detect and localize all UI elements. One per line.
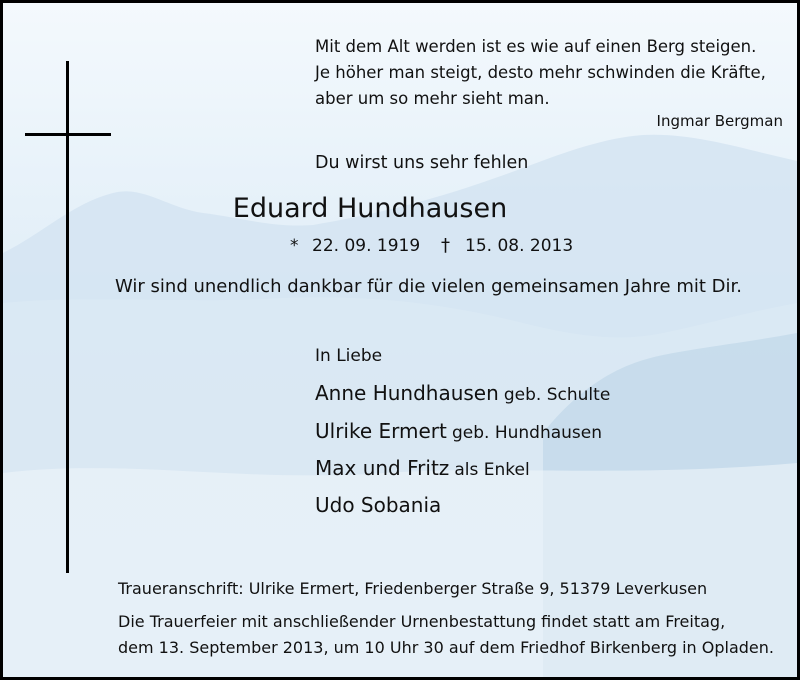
mourner-suffix: geb. Schulte <box>503 385 611 405</box>
mourner-name: Ulrike Ermert <box>315 419 447 443</box>
cross-vertical-bar <box>66 61 69 573</box>
quote-line-1: Mit dem Alt werden ist es wie auf einen Berg steigen. <box>315 37 757 56</box>
mourner-name: Anne Hundhausen <box>315 381 499 405</box>
mourner-3 <box>315 456 530 480</box>
birth-date: 22. 09. 1919 <box>312 236 421 256</box>
mourner-4 <box>315 493 441 517</box>
gratitude-line: Wir sind unendlich dankbar für die vielen gemeinsamen Jahre mit Dir. <box>115 276 742 297</box>
deceased-name: Eduard Hundhausen <box>232 193 508 224</box>
mourner-name: Max und Fritz <box>315 456 450 480</box>
intro-line: Du wirst uns sehr fehlen <box>315 153 529 173</box>
quote-line-3: aber um so mehr sieht man. <box>315 89 550 108</box>
ceremony-line-1: Die Trauerfeier mit anschließender Urnenbestattung findet statt am Freitag, <box>118 612 726 631</box>
mourner-2 <box>315 419 602 443</box>
birth-symbol: * <box>290 236 299 256</box>
mourner-suffix: geb. Hundhausen <box>451 423 602 443</box>
death-date: 15. 08. 2013 <box>465 236 574 256</box>
mourner-name: Udo Sobania <box>315 493 442 517</box>
in-love-label: In Liebe <box>315 346 383 366</box>
quote-author: Ingmar Bergman <box>656 112 783 130</box>
cross-horizontal-bar <box>25 133 111 136</box>
ceremony-line-2: dem 13. September 2013, um 10 Uhr 30 auf dem Friedhof Birkenberg in Opladen. <box>118 638 774 657</box>
mourning-address: Traueranschrift: Ulrike Ermert, Friedenberger Straße 9, 51379 Leverkusen <box>118 579 708 598</box>
mourner-suffix: als Enkel <box>454 460 530 480</box>
mourner-1 <box>315 381 610 405</box>
death-symbol: † <box>441 235 450 256</box>
quote-line-2: Je höher man steigt, desto mehr schwinden die Kräfte, <box>315 63 766 82</box>
